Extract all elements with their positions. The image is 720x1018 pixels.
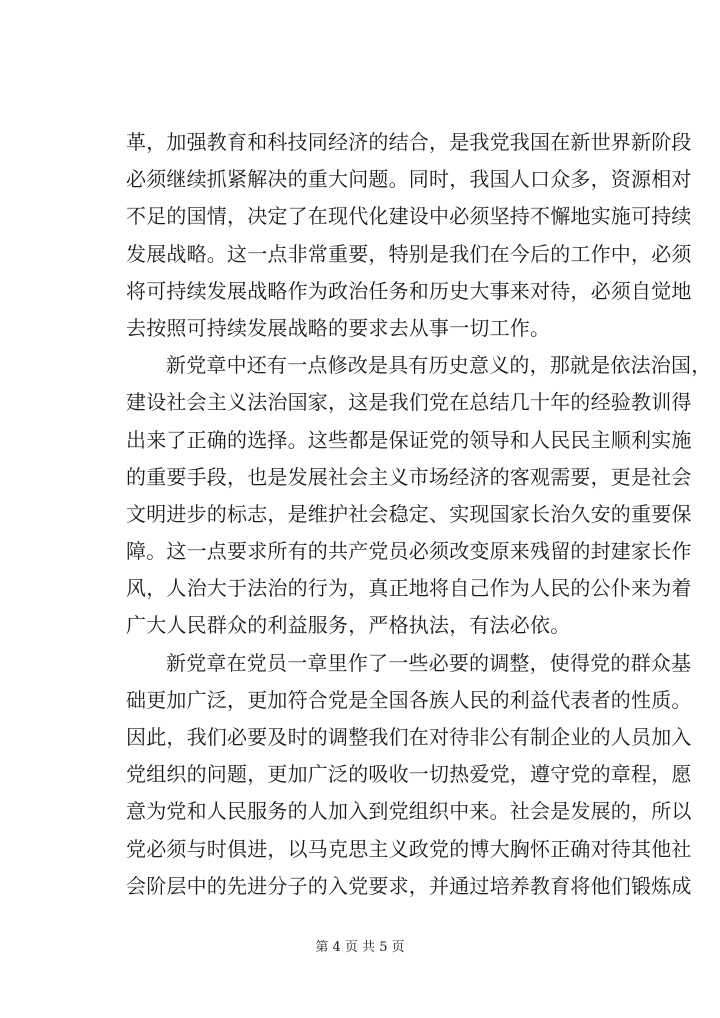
- text-line: 必须继续抓紧解决的重大问题。同时，我国人口众多，资源相对: [126, 167, 692, 192]
- paragraph-start-line: 新党章在党员一章里作了一些必要的调整，使得党的群众基: [166, 650, 692, 675]
- text-line: 广大人民群众的利益服务，严格执法，有法必依。: [126, 613, 571, 638]
- text-line: 党必须与时俱进，以马克思主义政党的博大胸怀正确对待其他社: [126, 836, 692, 861]
- text-line: 出来了正确的选择。这些都是保证党的领导和人民民主顺利实施: [126, 427, 692, 452]
- text-line: 意为党和人民服务的人加入到党组织中来。社会是发展的，所以: [126, 799, 692, 824]
- text-line: 建设社会主义法治国家，这是我们党在总结几十年的经验教训得: [126, 390, 692, 415]
- text-line: 风，人治大于法治的行为，真正地将自己作为人民的公仆来为着: [126, 576, 692, 601]
- text-line: 因此，我们必要及时的调整我们在对待非公有制企业的人员加入: [126, 725, 692, 749]
- text-line: 文明进步的标志，是维护社会稳定、实现国家长治久安的重要保: [126, 501, 692, 526]
- text-line: 去按照可持续发展战略的要求去从事一切工作。: [126, 315, 551, 340]
- text-line: 不足的国情，决定了在现代化建设中必须坚持不懈地实施可持续: [126, 204, 692, 229]
- text-line: 将可持续发展战略作为政治任务和历史大事来对待，必须自觉地: [126, 278, 692, 303]
- document-body: [126, 124, 712, 905]
- text-line: 革，加强教育和科技同经济的结合，是我党我国在新世界新阶段: [126, 130, 692, 154]
- text-line: 会阶层中的先进分子的入党要求，并通过培养教育将他们锻炼成: [126, 873, 692, 898]
- text-line: 础更加广泛，更加符合党是全国各族人民的利益代表者的性质。: [126, 687, 692, 712]
- page-number-footer: 第 4 页 共 5 页: [315, 940, 405, 955]
- text-line: 发展战略。这一点非常重要，特别是我们在今后的工作中，必须: [126, 241, 692, 266]
- text-line: 党组织的问题，更加广泛的吸收一切热爱党，遵守党的章程，愿: [126, 762, 692, 787]
- text-line: 的重要手段，也是发展社会主义市场经济的客观需要，更是社会: [126, 464, 692, 489]
- paragraph-start-line: 新党章中还有一点修改是具有历史意义的，那就是依法治国，: [166, 353, 712, 378]
- text-line: 障。这一点要求所有的共产党员必须改变原来残留的封建家长作: [126, 539, 692, 564]
